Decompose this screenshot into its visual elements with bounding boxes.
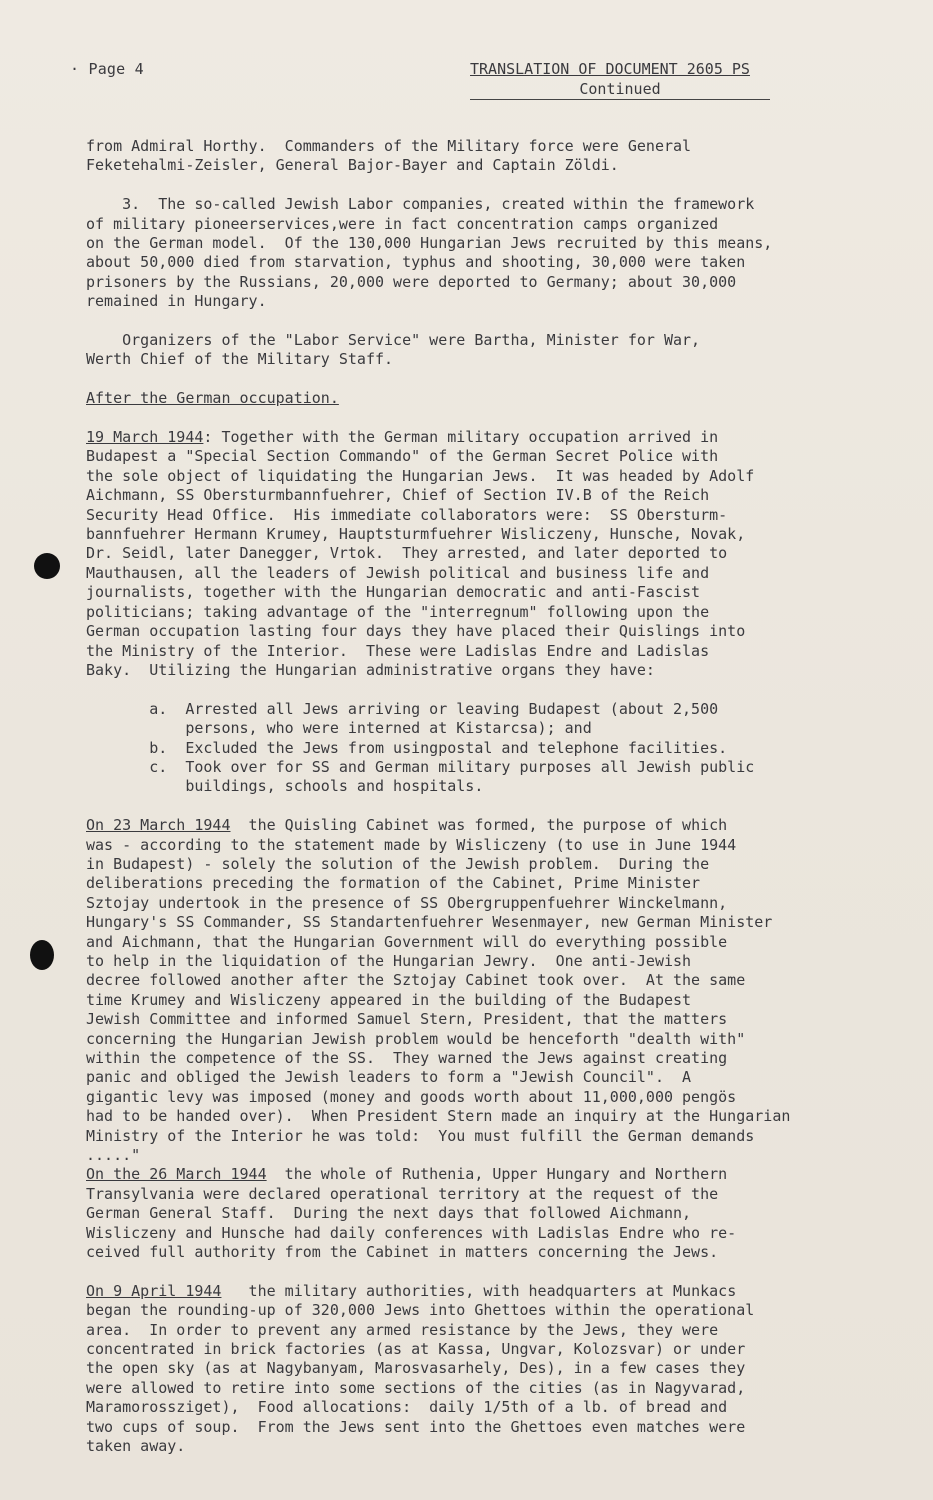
section-heading: After the German occupation. — [86, 389, 339, 408]
page-number: · Page 4 — [70, 60, 144, 78]
paragraph: Organizers of the "Labor Service" were Bartha, Minister for War, Werth Chief of the Military Staff. — [86, 331, 701, 369]
list: a. Arrested all Jews arriving or leaving Budapest (about 2,500 persons, who were interned at Kistarcsa); and b. Excluded the Jews from usingpostal and telephone facilities. c. Took over for SS and German military purposes all Jewish public buildings, schools and hospitals. — [149, 699, 755, 796]
paragraph-text: the whole of Ruthenia, Upper Hungary and Northern Transylvania were declared operational territory at the request of the German General Staff. During the next days that followed Aichmann, Wisliczeny and Hunsche had daily conferences with Ladislas Endre who re- ceived full authority from the Cabinet in matters concerning the Jews. — [86, 1165, 737, 1262]
paragraph-text: the military authorities, with headquarters at Munkacs began the rounding-up of 320,000 Jews into Ghettoes within the operational area. In order to prevent any armed resistance by the Jews, they were concentrated in brick factories (as at Kassa, Ungvar, Kolozsvar) or under the open sky (as at Nagybanyam, Marosvasarhely, Des), in a few cases they were allowed to retire into some sections of the cities (as in Nagyvarad, Maramorossziget), Food allocations: daily 1/5th of a lb. of bread and two cups of soup. From the Jews sent into the Ghettoes even matches were taken away. — [86, 1281, 755, 1456]
paragraph: 3. The so-called Jewish Labor companies, created within the framework of military pioneerservices,were in fact concentration camps organized on the German model. Of the 130,000 Hungarian Jews recruited by this means, about 50,000 died from starvation, typhus and shooting, 30,000 were taken prisoners by the Russians, 20,000 were deported to Germany; about 30,000 remained in Hungary. — [86, 195, 773, 311]
date-label: On 23 March 1944 — [86, 816, 231, 835]
document-body — [86, 137, 846, 1457]
paragraph — [86, 428, 846, 680]
paragraph-text: : Together with the German military occupation arrived in Budapest a "Special Section Commando" of the German Secret Police with the sole object of liquidating the Hungarian Jews. It was headed by Adolf Aichmann, SS Obersturmbannfuehrer, Chief of Section IV.B of the Reich Security Head Office. His immediate collaborators were: SS Obersturm- bannfuehrer Hermann Krumey, Hauptsturmfuehrer Wisliczeny, Hunsche, Novak, Dr. Seidl, later Danegger, Vrtok. They arrested, and later deported to Mauthausen, all the leaders of Jewish political and business life and journalists, together with the Hungarian democratic and anti-Fascist politicians; taking advantage of the "interregnum" following upon the German occupation lasting four days they have placed their Quislings into the Ministry of the Interior. These were Ladislas Endre and Ladislas Baky. Utilizing the Hungarian administrative organs they have: — [86, 428, 755, 679]
paragraph — [86, 1165, 846, 1262]
punch-hole — [34, 553, 60, 579]
paragraph — [86, 1282, 846, 1457]
document-title: TRANSLATION OF DOCUMENT 2605 PS — [470, 60, 750, 78]
date-label: On the 26 March 1944 — [86, 1165, 267, 1184]
document-subtitle: Continued — [470, 80, 770, 100]
paragraph: from Admiral Horthy. Commanders of the Military force were General Feketehalmi-Zeisler, General Bajor-Bayer and Captain Zöldi. — [86, 137, 692, 175]
date-label: 19 March 1944 — [86, 428, 204, 447]
paragraph — [86, 816, 846, 1165]
document-header — [470, 60, 770, 100]
punch-hole — [30, 940, 54, 970]
date-label: On 9 April 1944 — [86, 1281, 222, 1300]
paragraph-text: the Quisling Cabinet was formed, the purpose of which was - according to the statement made by Wisliczeny (to use in June 1944 in Budapest) - solely the solution of the Jewish problem. During the deliberations preceding the formation of the Cabinet, Prime Minister Sztojay undertook in the presence of SS Obergruppenfuehrer Winckelmann, Hungary's SS Commander, SS Standartenfuehrer Wesenmayer, new German Minister and Aichmann, that the Hungarian Government will do everything possible to help in the liquidation of the Hungarian Jewry. One anti-Jewish decree followed another after the Sztojay Cabinet took over. At the same time Krumey and Wisliczeny appeared in the building of the Budapest Jewish Committee and informed Samuel Stern, President, that the matters concerning the Hungarian Jewish problem would be henceforth "dealth with" within the competence of the SS. They warned the Jews against creating panic and obliged the Jewish leaders to form a "Jewish Council". A gigantic levy was imposed (money and goods worth about 11,000,000 pengös had to be handed over). When President Stern made an inquiry at the Hungarian Ministry of the Interior he was told: You must fulfill the German demands ....." — [86, 816, 791, 1165]
